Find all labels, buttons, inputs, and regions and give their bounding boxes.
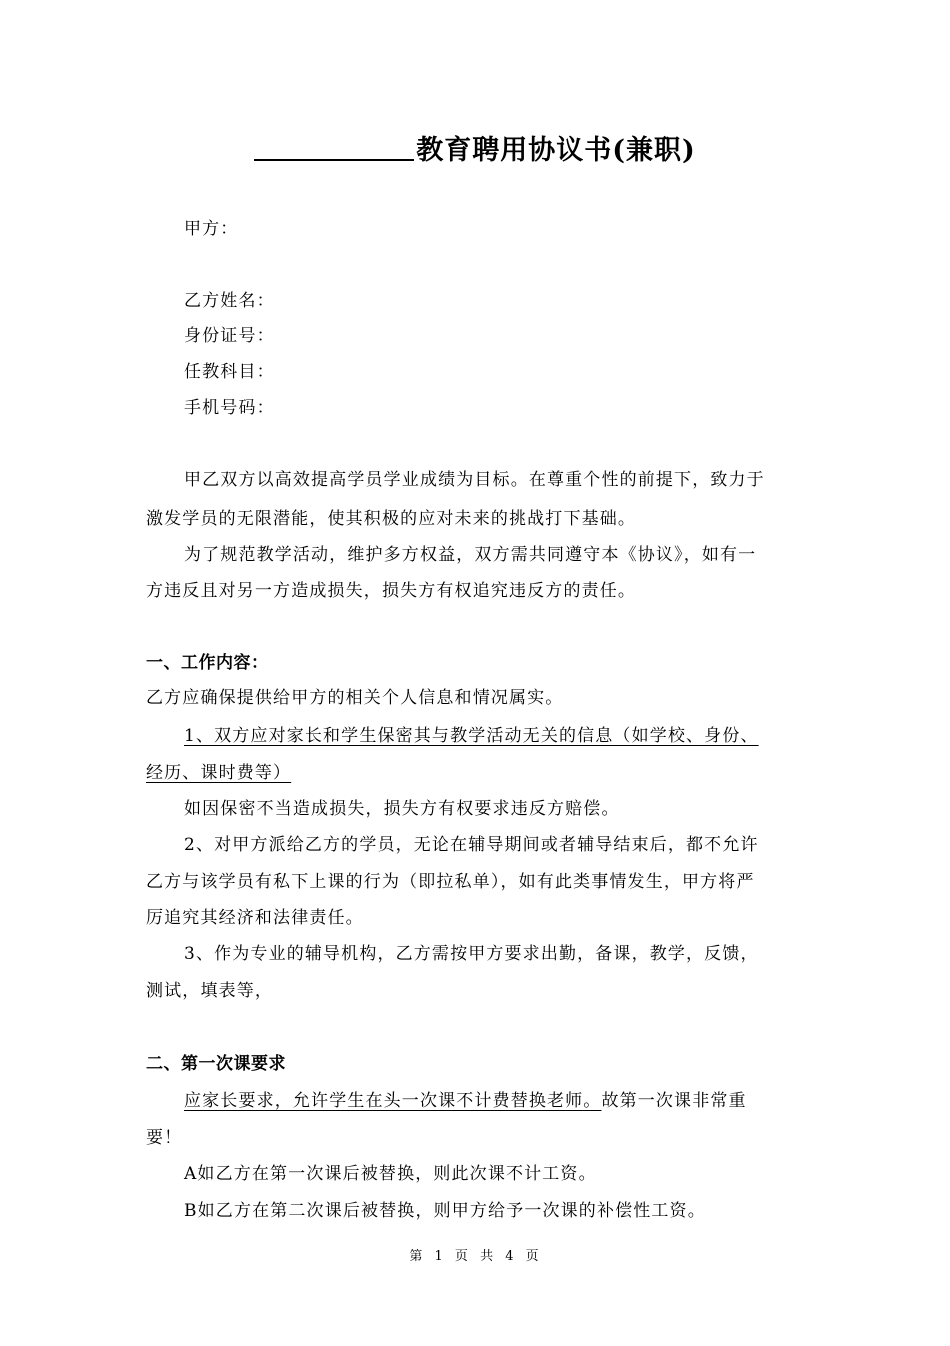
footer-current-page: 1 [434,1249,445,1264]
section-2-paragraph-1-line-2: 要！ [146,1128,183,1148]
footer-total-pages: 4 [505,1249,516,1264]
section-1-intro: 乙方应确保提供给甲方的相关个人信息和情况属实。 [146,688,564,708]
subject-label: 任教科目： [184,362,275,382]
party-b-name-label: 乙方姓名： [184,291,275,311]
section-2-underlined-text: 应家长要求，允许学生在头一次课不计费替换老师。 [184,1091,602,1111]
section-1-item-3-line-1: 3、作为专业的辅导机构，乙方需按甲方要求出勤，备课，教学，反馈， [184,944,759,964]
section-1-heading: 一、工作内容： [146,653,269,673]
section-2-paragraph-1-line-1 [184,1089,747,1113]
section-1-item-1-line-2: 经历、课时费等） [146,763,292,783]
party-a-label: 甲方： [184,219,239,239]
title-blank-field [254,133,414,161]
section-2-heading: 二、第一次课要求 [146,1054,286,1074]
footer-total-unit: 页 [525,1249,541,1264]
title-text: 教育聘用协议书(兼职) [416,135,696,166]
document-title [0,128,950,167]
section-2-item-b: B如乙方在第二次课后被替换，则甲方给予一次课的补偿性工资。 [184,1201,706,1221]
section-2-item-a: A如乙方在第一次课后被替换，则此次课不计工资。 [184,1164,597,1184]
section-2-text-rest: 故第一次课非常重 [601,1091,747,1111]
footer-page-label: 第 [409,1249,425,1264]
footer-page-unit: 页 [454,1249,470,1264]
section-1-item-2-line-1: 2、对甲方派给乙方的学员，无论在辅导期间或者辅导结束后，都不允许 [184,835,759,855]
phone-label: 手机号码： [184,398,275,418]
section-1-item-3-line-2: 测试，填表等， [146,981,274,1001]
id-number-label: 身份证号： [184,326,275,346]
section-1-item-1-line-3: 如因保密不当造成损失，损失方有权要求违反方赔偿。 [184,799,620,819]
intro-paragraph-2-line-2: 方违反且对另一方造成损失，损失方有权追究违反方的责任。 [146,581,637,601]
section-1-item-1-line-1: 1、双方应对家长和学生保密其与教学活动无关的信息（如学校、身份、 [184,726,759,746]
intro-paragraph-1-line-1: 甲乙双方以高效提高学员学业成绩为目标。在尊重个性的前提下，致力于 [184,470,765,490]
intro-paragraph-1-line-2: 激发学员的无限潜能，使其积极的应对未来的挑战打下基础。 [146,509,637,529]
page-footer [0,1245,950,1264]
section-1-item-2-line-3: 厉追究其经济和法律责任。 [146,908,364,928]
footer-total-label: 共 [480,1249,496,1264]
intro-paragraph-2-line-1: 为了规范教学活动，维护多方权益，双方需共同遵守本《协议》，如有一 [184,545,757,565]
section-1-item-2-line-2: 乙方与该学员有私下上课的行为（即拉私单），如有此类事情发生，甲方将严 [146,872,755,892]
